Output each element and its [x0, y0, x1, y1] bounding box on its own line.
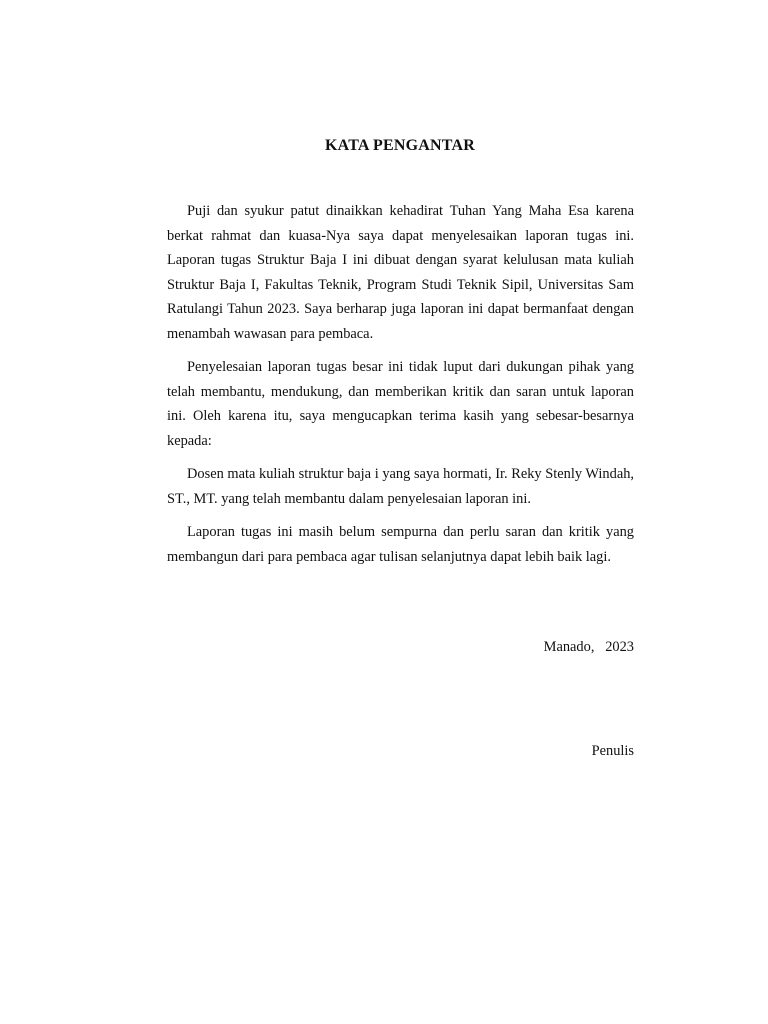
- paragraph-4: Laporan tugas ini masih belum sempurna dan perlu saran dan kritik yang membangun dari para pembaca agar tulisan selanjutnya dapat lebih baik lagi.: [167, 524, 634, 565]
- paragraph-2: Penyelesaian laporan tugas besar ini tidak luput dari dukungan pihak yang telah membantu, mendukung, dan memberikan kritik dan saran untuk laporan ini. Oleh karena itu, saya mengucapkan terima kasih yang sebesar-besarnya kepada:: [167, 359, 634, 449]
- paragraph-3: Dosen mata kuliah struktur baja i yang saya hormati, Ir. Reky Stenly Windah, ST., MT. yang telah membantu dalam penyelesaian laporan ini.: [167, 466, 634, 507]
- document-body: [167, 199, 634, 578]
- place-date: Manado, 2023: [543, 639, 634, 655]
- page-title: KATA PENGANTAR: [325, 137, 475, 154]
- signature: Penulis: [591, 743, 634, 759]
- paragraph-1: Puji dan syukur patut dinaikkan kehadirat Tuhan Yang Maha Esa karena berkat rahmat dan kuasa-Nya saya dapat menyelesaikan laporan tugas ini. Laporan tugas Struktur Baja I ini dibuat dengan syarat kelulusan mata kuliah Struktur Baja I, Fakultas Teknik, Program Studi Teknik Sipil, Universitas Sam Ratulangi Tahun 2023. Saya berharap juga laporan ini dapat bermanfaat dengan menambah wawasan para pembaca.: [167, 203, 634, 342]
